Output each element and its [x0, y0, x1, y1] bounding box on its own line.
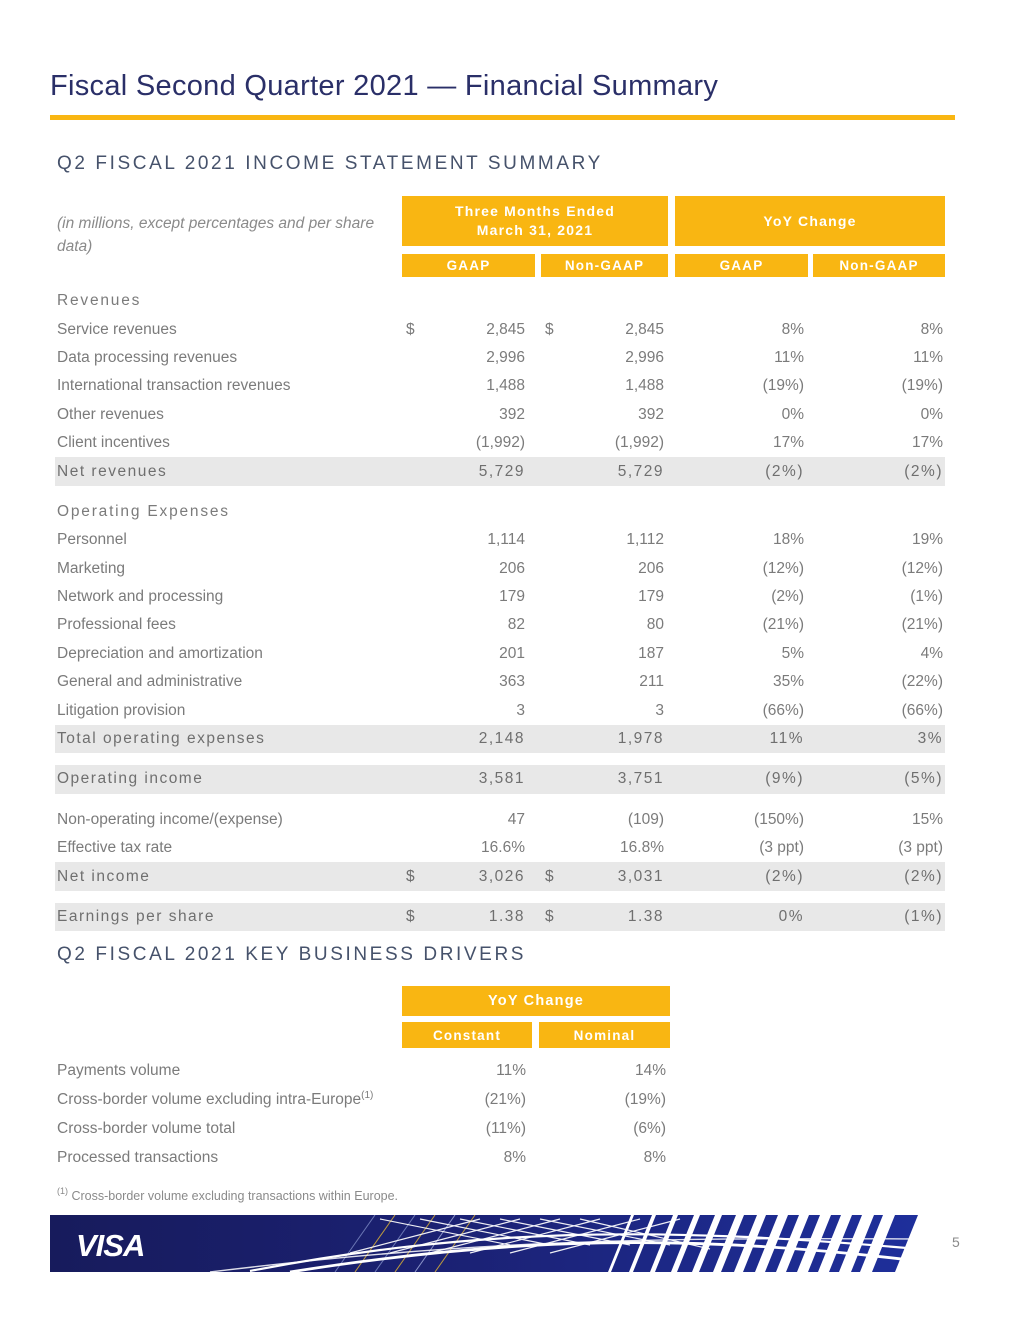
nominal-yoy [539, 1114, 670, 1143]
table-row [55, 498, 945, 526]
non-gaap-amount [541, 668, 668, 696]
non-gaap-yoy [813, 806, 945, 834]
col-group-line1: Three Months Ended [454, 203, 616, 219]
gaap-amount-value: 16.6% [481, 839, 525, 857]
non-gaap-amount [541, 903, 668, 931]
non-gaap-amount-value: 1,488 [625, 377, 664, 395]
nominal-yoy-value: (19%) [624, 1090, 666, 1108]
non-gaap-amount-value: 187 [638, 644, 664, 662]
gaap-yoy [675, 903, 808, 931]
non-gaap-yoy [813, 611, 945, 639]
gaap-yoy-value: 8% [781, 320, 804, 338]
non-gaap-amount-value: 1,978 [617, 730, 664, 748]
non-gaap-amount-value: (109) [627, 810, 664, 828]
gaap-yoy-value: (12%) [762, 559, 804, 577]
dollar-sign: $ [406, 320, 415, 338]
non-gaap-yoy-value: (2%) [904, 462, 943, 480]
non-gaap-yoy [813, 583, 945, 611]
non-gaap-amount-value: 16.8% [620, 839, 664, 857]
non-gaap-yoy-value: (5%) [904, 770, 943, 788]
table-row [55, 765, 945, 793]
gaap-amount [402, 696, 535, 724]
non-gaap-amount [541, 526, 668, 554]
nominal-yoy-value: 8% [643, 1148, 666, 1166]
row-label: Cross-border volume excluding intra-Europe$^{(1)}$ [57, 1090, 374, 1108]
row-label: Marketing [57, 559, 126, 577]
row-label: Operating income [57, 770, 204, 788]
row-label: Data processing revenues [57, 348, 238, 366]
gaap-yoy [675, 696, 808, 724]
gaap-amount [402, 640, 535, 668]
constant-yoy [402, 1143, 532, 1172]
table-row [55, 640, 945, 668]
non-gaap-amount-value: 80 [646, 616, 664, 634]
table-row [55, 583, 945, 611]
gaap-yoy-value: 18% [772, 531, 804, 549]
non-gaap-amount-value: 206 [638, 559, 664, 577]
gaap-amount [402, 668, 535, 696]
gaap-yoy-value: 11% [769, 730, 804, 748]
col-header-constant: Constant [402, 1022, 532, 1048]
non-gaap-yoy-value: (3 ppt) [898, 839, 943, 857]
units-note: (in millions, except percentages and per share data) [57, 215, 375, 255]
non-gaap-yoy [813, 640, 945, 668]
col-header-yoy-gaap: GAAP [675, 254, 808, 277]
footer-banner [50, 1215, 918, 1272]
non-gaap-amount-value: 2,996 [625, 348, 664, 366]
gaap-amount [402, 315, 535, 343]
constant-yoy-value: 8% [503, 1148, 526, 1166]
table-row [55, 1056, 670, 1085]
non-gaap-yoy [813, 555, 945, 583]
non-gaap-yoy-value: 15% [911, 810, 943, 828]
non-gaap-amount [541, 555, 668, 583]
row-label: Litigation provision [57, 701, 186, 719]
non-gaap-amount [541, 457, 668, 485]
col-header-non-gaap: Non-GAAP [541, 254, 668, 277]
non-gaap-yoy-value: (12%) [901, 559, 943, 577]
row-label: Non-operating income/(expense) [57, 810, 283, 828]
table-row [55, 668, 945, 696]
constant-yoy-value: 11% [496, 1061, 526, 1079]
non-gaap-amount [541, 583, 668, 611]
gaap-amount-value: 82 [507, 616, 525, 634]
col-header-yoy-non-gaap: Non-GAAP [813, 254, 945, 277]
gaap-yoy [675, 457, 808, 485]
nominal-yoy-value: (6%) [633, 1119, 666, 1137]
gaap-yoy [675, 401, 808, 429]
gaap-yoy-value: (2%) [765, 867, 804, 885]
non-gaap-amount [541, 611, 668, 639]
gaap-amount [402, 555, 535, 583]
gaap-yoy-value: (66%) [762, 701, 804, 719]
row-label: Personnel [57, 531, 127, 549]
gaap-amount [402, 765, 535, 793]
gaap-yoy-value: 11% [774, 348, 804, 366]
gaap-yoy [675, 344, 808, 372]
gaap-amount [402, 903, 535, 931]
gaap-amount-value: 3 [516, 701, 525, 719]
income-rows [55, 287, 945, 931]
col-group-three-months [402, 196, 668, 246]
gaap-yoy-value: (19%) [762, 377, 804, 395]
table-row [55, 862, 945, 890]
gaap-amount-value: 206 [499, 559, 525, 577]
table-row [55, 555, 945, 583]
gaap-amount-value: 2,845 [486, 320, 525, 338]
nominal-yoy [539, 1143, 670, 1172]
gaap-yoy-value: (2%) [771, 588, 804, 606]
gaap-yoy [675, 372, 808, 400]
dollar-sign: $ [406, 867, 417, 885]
non-gaap-yoy [813, 834, 945, 862]
gaap-yoy [675, 862, 808, 890]
non-gaap-yoy-value: (2%) [904, 867, 943, 885]
non-gaap-yoy [813, 372, 945, 400]
non-gaap-yoy-value: 11% [913, 348, 943, 366]
non-gaap-amount-value: 179 [638, 588, 664, 606]
gaap-yoy [675, 611, 808, 639]
non-gaap-amount-value: 3,031 [617, 867, 664, 885]
col-header-nominal: Nominal [539, 1022, 670, 1048]
gaap-yoy [675, 668, 808, 696]
gaap-yoy-value: (2%) [765, 462, 804, 480]
gaap-amount-value: (1,992) [475, 434, 525, 452]
row-label: Professional fees [57, 616, 176, 634]
gaap-amount [402, 401, 535, 429]
constant-yoy [402, 1056, 532, 1085]
non-gaap-amount [541, 765, 668, 793]
gaap-amount-value: 1,114 [487, 531, 525, 549]
row-label: International transaction revenues [57, 377, 291, 395]
gaap-amount [402, 611, 535, 639]
row-label: Cross-border volume total [57, 1119, 236, 1137]
dollar-sign: $ [545, 867, 556, 885]
constant-yoy-value: (21%) [484, 1090, 526, 1108]
non-gaap-amount [541, 315, 668, 343]
gaap-yoy-value: 5% [781, 644, 804, 662]
drivers-heading: Q2 FISCAL 2021 KEY BUSINESS DRIVERS [57, 944, 527, 965]
non-gaap-amount [541, 401, 668, 429]
row-label: Payments volume [57, 1061, 181, 1079]
gaap-yoy [675, 765, 808, 793]
non-gaap-amount-value: 211 [639, 673, 664, 691]
gaap-yoy-value: 35% [772, 673, 804, 691]
gaap-amount-value: 363 [499, 673, 525, 691]
row-spacer [55, 753, 945, 765]
non-gaap-amount [541, 696, 668, 724]
non-gaap-amount-value: 5,729 [617, 462, 664, 480]
non-gaap-yoy [813, 862, 945, 890]
row-spacer [55, 891, 945, 903]
constant-yoy [402, 1114, 532, 1143]
dollar-sign: $ [545, 320, 554, 338]
gaap-amount [402, 526, 535, 554]
dollar-sign: $ [545, 908, 556, 925]
gaap-amount-value: 5,729 [478, 462, 525, 480]
gaap-yoy [675, 555, 808, 583]
title-rule [50, 115, 955, 120]
driver-rows [55, 1056, 670, 1172]
non-gaap-yoy-value: (22%) [901, 673, 943, 691]
gaap-yoy [675, 583, 808, 611]
table-row [55, 725, 945, 753]
table-row [55, 429, 945, 457]
gaap-yoy [675, 806, 808, 834]
non-gaap-amount [541, 862, 668, 890]
gaap-amount [402, 457, 535, 485]
gaap-amount [402, 344, 535, 372]
table-row [55, 457, 945, 485]
non-gaap-amount [541, 372, 668, 400]
visa-logo: VISA [76, 1228, 145, 1263]
gaap-amount-value: 2,148 [478, 730, 525, 748]
gaap-yoy-value: (9%) [765, 770, 804, 788]
gaap-amount-value: 3,026 [478, 867, 525, 885]
gaap-amount-value: 179 [499, 588, 525, 606]
non-gaap-yoy-value: (21%) [901, 616, 943, 634]
non-gaap-yoy-value: (1%) [904, 908, 943, 925]
nominal-yoy [539, 1056, 670, 1085]
non-gaap-amount-value: 1,112 [626, 531, 664, 549]
table-row [55, 1114, 670, 1143]
non-gaap-amount [541, 640, 668, 668]
non-gaap-yoy-value: (66%) [901, 701, 943, 719]
non-gaap-yoy [813, 344, 945, 372]
table-row [55, 526, 945, 554]
section-label: Operating Expenses [57, 502, 230, 520]
page-title: Fiscal Second Quarter 2021 — Financial Summary [50, 70, 719, 102]
non-gaap-amount-value: (1,992) [614, 434, 664, 452]
non-gaap-yoy [813, 696, 945, 724]
table-row [55, 315, 945, 343]
row-spacer [55, 794, 945, 806]
gaap-amount [402, 429, 535, 457]
gaap-amount-value: 201 [499, 644, 525, 662]
non-gaap-yoy [813, 429, 945, 457]
non-gaap-amount [541, 725, 668, 753]
gaap-yoy-value: (21%) [762, 616, 804, 634]
page-number: 5 [952, 1234, 960, 1250]
row-label: Client incentives [57, 434, 170, 452]
gaap-amount-value: 1.38 [488, 908, 525, 925]
non-gaap-yoy [813, 765, 945, 793]
table-row [55, 806, 945, 834]
row-label: Other revenues [57, 405, 164, 423]
gaap-yoy-value: (150%) [754, 810, 804, 828]
gaap-amount [402, 834, 535, 862]
gaap-yoy-value: 0% [781, 405, 804, 423]
footnote-ref: (1) [361, 1090, 374, 1101]
gaap-amount-value: 392 [499, 405, 525, 423]
dollar-sign: $ [406, 908, 417, 925]
row-label: Earnings per share [57, 908, 215, 925]
non-gaap-yoy [813, 457, 945, 485]
footnote [57, 1186, 398, 1203]
non-gaap-yoy-value: 0% [920, 405, 943, 423]
non-gaap-amount [541, 806, 668, 834]
non-gaap-yoy-value: 3% [917, 730, 943, 748]
gaap-yoy-value: (3 ppt) [759, 839, 804, 857]
drivers-table-header [55, 986, 670, 1048]
table-row [55, 1085, 670, 1114]
non-gaap-yoy-value: 17% [911, 434, 943, 452]
constant-yoy-value: (11%) [485, 1119, 526, 1137]
table-row [55, 903, 945, 931]
non-gaap-amount-value: 1.38 [627, 908, 664, 925]
row-label: Service revenues [57, 320, 177, 338]
gaap-amount-value: 2,996 [486, 348, 525, 366]
non-gaap-amount [541, 344, 668, 372]
non-gaap-amount-value: 3 [655, 701, 664, 719]
row-label: Depreciation and amortization [57, 644, 263, 662]
gaap-amount-value: 47 [507, 810, 525, 828]
col-group-line2: March 31, 2021 [476, 222, 594, 238]
footnote-text: Cross-border volume excluding transactions within Europe. [68, 1189, 399, 1203]
gaap-amount [402, 372, 535, 400]
non-gaap-yoy [813, 668, 945, 696]
row-label: Net income [57, 867, 151, 885]
gaap-yoy [675, 725, 808, 753]
col-group-yoy-change: YoY Change [675, 196, 945, 246]
row-label: Net revenues [57, 462, 168, 480]
table-row [55, 372, 945, 400]
gaap-amount-value: 1,488 [486, 377, 525, 395]
gaap-yoy [675, 315, 808, 343]
income-statement-heading: Q2 FISCAL 2021 INCOME STATEMENT SUMMARY [57, 153, 603, 174]
non-gaap-yoy [813, 725, 945, 753]
drivers-col-group-yoy: YoY Change [402, 986, 670, 1016]
row-label: Processed transactions [57, 1148, 219, 1166]
gaap-yoy [675, 526, 808, 554]
gaap-yoy [675, 429, 808, 457]
non-gaap-yoy [813, 526, 945, 554]
table-row [55, 1143, 670, 1172]
gaap-amount-value: 3,581 [478, 770, 525, 788]
non-gaap-amount [541, 429, 668, 457]
row-label: Effective tax rate [57, 839, 173, 857]
non-gaap-amount [541, 834, 668, 862]
table-row [55, 611, 945, 639]
non-gaap-yoy-value: (1%) [910, 588, 943, 606]
row-spacer [55, 486, 945, 498]
col-header-gaap: GAAP [402, 254, 535, 277]
nominal-yoy [539, 1085, 670, 1114]
gaap-yoy-value: 0% [778, 908, 804, 925]
gaap-amount [402, 725, 535, 753]
gaap-yoy [675, 834, 808, 862]
gaap-yoy [675, 640, 808, 668]
non-gaap-yoy-value: 4% [920, 644, 943, 662]
non-gaap-yoy [813, 401, 945, 429]
non-gaap-yoy-value: (19%) [901, 377, 943, 395]
row-label: Network and processing [57, 588, 224, 606]
gaap-yoy-value: 17% [772, 434, 804, 452]
non-gaap-yoy [813, 315, 945, 343]
table-row [55, 696, 945, 724]
table-row [55, 344, 945, 372]
table-row [55, 401, 945, 429]
row-label: General and administrative [57, 673, 243, 691]
section-label: Revenues [57, 292, 142, 310]
income-table-header [55, 196, 945, 280]
table-row [55, 287, 945, 315]
non-gaap-amount-value: 392 [638, 405, 664, 423]
non-gaap-yoy-value: 19% [911, 531, 943, 549]
gaap-amount [402, 806, 535, 834]
non-gaap-amount-value: 3,751 [617, 770, 664, 788]
constant-yoy [402, 1085, 532, 1114]
row-label: Total operating expenses [57, 730, 266, 748]
non-gaap-yoy-value: 8% [920, 320, 943, 338]
table-row [55, 834, 945, 862]
gaap-amount [402, 583, 535, 611]
gaap-amount [402, 862, 535, 890]
footnote-marker: (1) [57, 1186, 68, 1196]
non-gaap-amount-value: 2,845 [625, 320, 664, 338]
nominal-yoy-value: 14% [634, 1061, 666, 1079]
non-gaap-yoy [813, 903, 945, 931]
